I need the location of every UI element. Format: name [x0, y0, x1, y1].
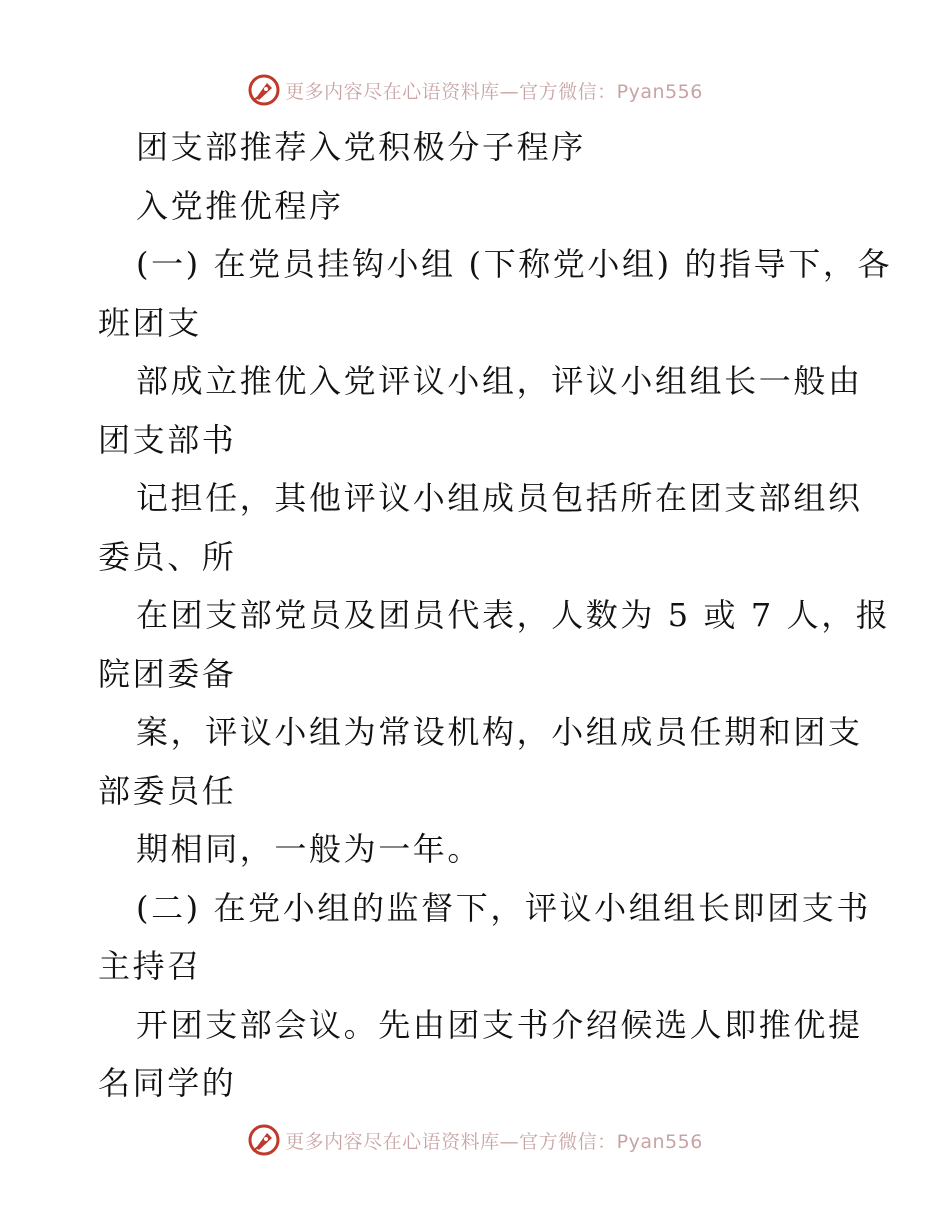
document-body — [98, 118, 893, 1113]
paragraph-line: 记担任，其他评议小组成员包括所在团支部组织 — [136, 479, 863, 517]
paragraph-line: 部委员任 — [98, 771, 237, 810]
paragraph-line: 院团委备 — [98, 654, 237, 693]
paragraph-line: (一) 在党员挂钩小组 (下称党小组) 的指导下，各 — [136, 245, 893, 283]
section-heading: 入党推优程序 — [136, 186, 344, 225]
paragraph-line: 部成立推优入党评议小组，评议小组组长一般由 — [136, 362, 863, 400]
paragraph-line: 案，评议小组为常设机构，小组成员任期和团支 — [136, 713, 863, 751]
paragraph-line: (二) 在党小组的监督下，评议小组组长即团支书 — [136, 888, 871, 927]
paragraph-line: 期相同，一般为一年。 — [136, 830, 483, 868]
footer-banner-text: 更多内容尽在心语资料库—官方微信：Pyan556 — [285, 1130, 703, 1153]
paragraph-line: 在团支部党员及团员代表，人数为 5 或 7 人，报 — [136, 596, 891, 634]
header-banner-text: 更多内容尽在心语资料库—官方微信：Pyan556 — [285, 80, 703, 103]
header-banner — [0, 70, 950, 110]
paragraph-line: 团支部书 — [98, 420, 237, 459]
paragraph-line: 名同学的 — [98, 1064, 237, 1102]
document-title: 团支部推荐入党积极分子程序 — [136, 128, 586, 166]
paragraph-line: 班团支 — [98, 303, 202, 342]
paragraph-line: 委员、所 — [98, 537, 237, 576]
footer-banner — [0, 1120, 950, 1160]
paragraph-line: 主持召 — [98, 947, 202, 985]
pen-nib-logo-icon — [247, 1123, 281, 1157]
pen-nib-logo-icon — [247, 73, 281, 107]
paragraph-line: 开团支部会议。先由团支书介绍候选人即推优提 — [136, 1005, 863, 1044]
